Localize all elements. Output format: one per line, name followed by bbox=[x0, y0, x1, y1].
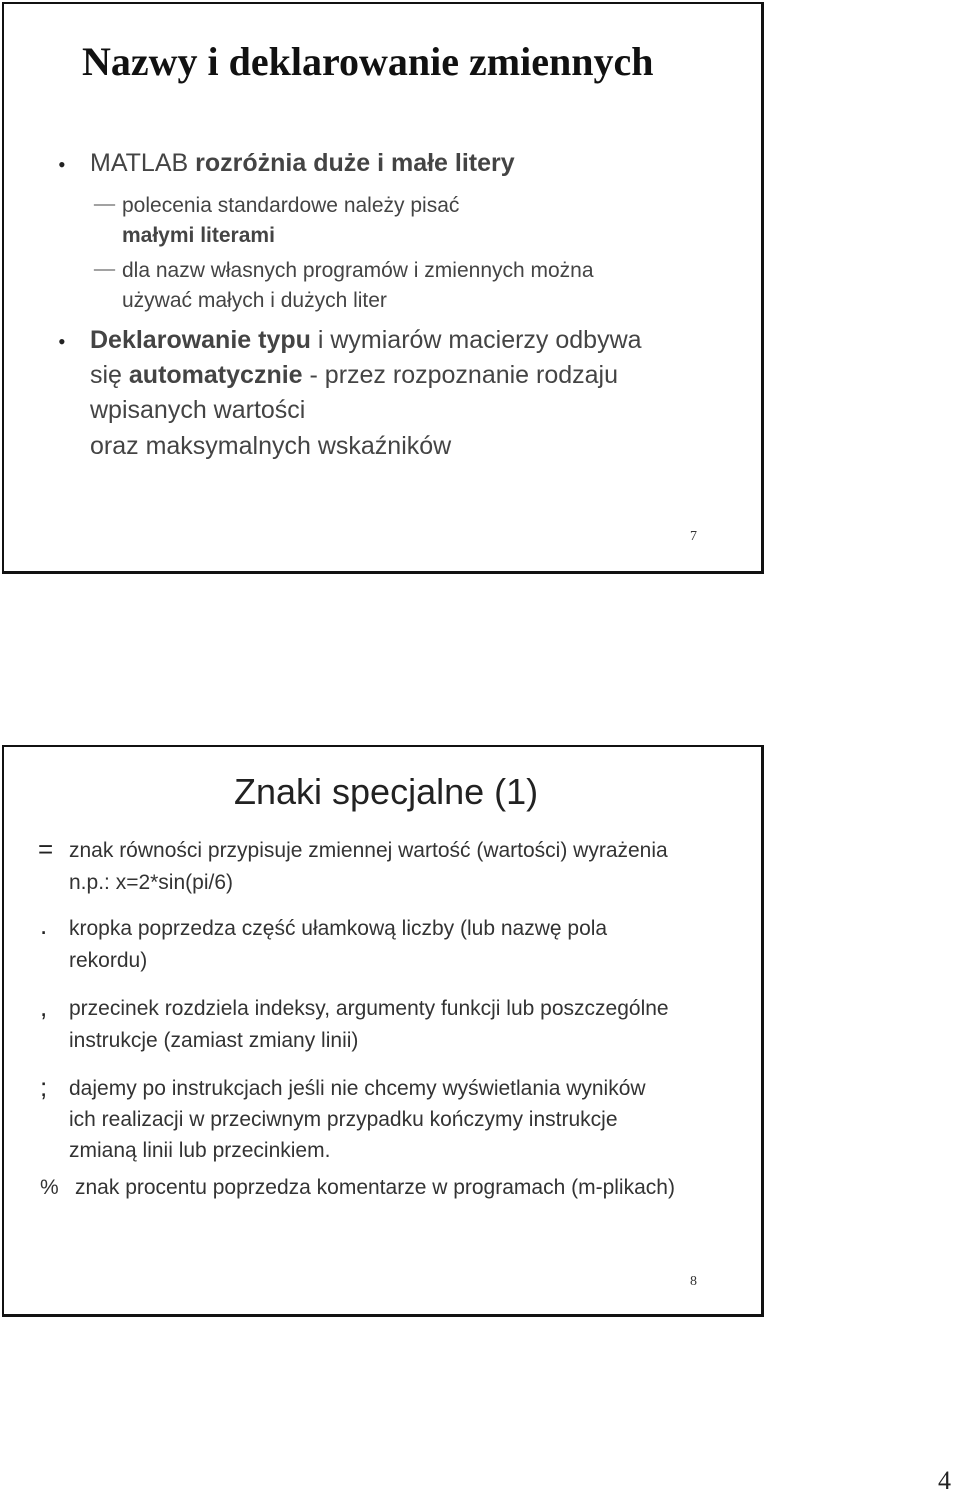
semicolon-desc-line2: ich realizacji w przeciwnym przypadku kończymy instrukcje bbox=[69, 1108, 618, 1131]
slide-page-number: 7 bbox=[690, 529, 697, 544]
symbol-percent: % bbox=[40, 1176, 59, 1199]
bullet-dot: • bbox=[58, 329, 66, 354]
sub-bullet-own-names: dla nazw własnych programów i zmiennych można bbox=[122, 259, 594, 282]
sub-bullet-lowercase: małymi literami bbox=[122, 224, 275, 247]
equals-desc-line1: znak równości przypisuje zmiennej wartość (wartości) wyrażenia bbox=[69, 839, 668, 862]
bullet-declaration-line3: wpisanych wartości bbox=[90, 396, 306, 424]
bullet-declaration: Deklarowanie typu i wymiarów macierzy odbywa bbox=[90, 326, 642, 354]
dash-marker: — bbox=[94, 256, 115, 280]
semicolon-desc-line1: dajemy po instrukcjach jeśli nie chcemy wyświetlania wyników bbox=[69, 1077, 646, 1100]
symbol-equals: = bbox=[38, 834, 54, 864]
percent-desc: znak procentu poprzedza komentarze w programach (m-plikach) bbox=[75, 1176, 675, 1199]
slide-page-number: 8 bbox=[690, 1274, 697, 1289]
sheet-page-number: 4 bbox=[938, 1466, 951, 1495]
symbol-comma: , bbox=[40, 992, 48, 1022]
dash-marker: — bbox=[94, 191, 115, 215]
symbol-semicolon: ; bbox=[40, 1072, 48, 1102]
bullet-declaration-line2: się automatycznie - przez rozpoznanie rodzaju bbox=[90, 361, 619, 389]
sub-bullet-own-names-cont: używać małych i dużych liter bbox=[122, 289, 387, 312]
comma-desc-line2: instrukcje (zamiast zmiany linii) bbox=[69, 1029, 359, 1052]
comma-desc-line1: przecinek rozdziela indeksy, argumenty funkcji lub poszczególne bbox=[69, 997, 669, 1020]
slide-title: Znaki specjalne (1) bbox=[234, 771, 539, 812]
symbol-dot: . bbox=[40, 910, 48, 940]
bullet-dot: • bbox=[58, 152, 66, 177]
semicolon-desc-line3: zmianą linii lub przecinkiem. bbox=[69, 1139, 331, 1162]
sub-bullet-standard-commands: polecenia standardowe należy pisać bbox=[122, 194, 460, 217]
slide-7 bbox=[2, 2, 764, 574]
dot-desc-line2: rekordu) bbox=[69, 949, 148, 972]
equals-desc-line2: n.p.: x=2*sin(pi/6) bbox=[69, 871, 234, 894]
bullet-declaration-line4: oraz maksymalnych wskaźników bbox=[90, 432, 452, 460]
dot-desc-line1: kropka poprzedza część ułamkową liczby (lub nazwę pola bbox=[69, 917, 608, 940]
slide-title: Nazwy i deklarowanie zmiennych bbox=[82, 39, 654, 84]
bullet-case-sensitivity: MATLAB rozróżnia duże i małe litery bbox=[90, 149, 515, 177]
